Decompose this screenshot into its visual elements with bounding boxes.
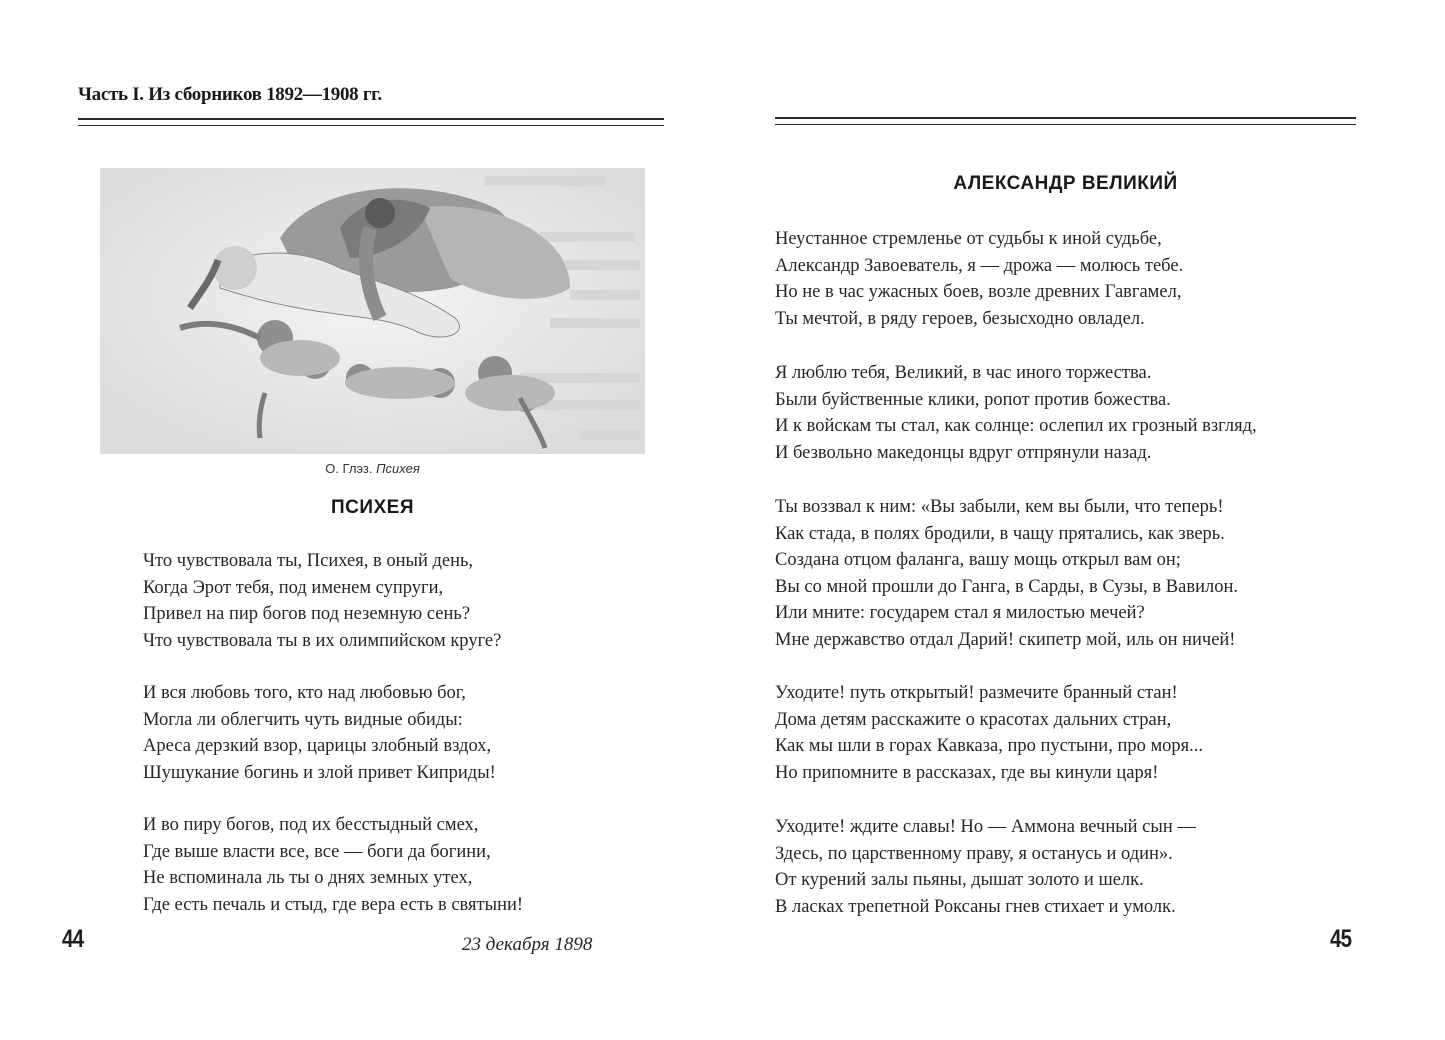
verse-line: В ласках трепетной Роксаны гнев стихает и умолк. — [775, 896, 1176, 917]
verse-line: И к войскам ты стал, как солнце: ослепил их грозный взгляд, — [775, 416, 1257, 436]
verse-line: Как стада, в полях бродили, в чащу прятались, как зверь. — [775, 523, 1225, 544]
verse-line: Здесь, по царственному праву, я останусь и один». — [775, 843, 1173, 864]
verse-line: Ты воззвал к ним: «Вы забыли, кем вы были, что теперь! — [775, 497, 1224, 517]
verse-line: Создана отцом фаланга, вашу мощь открыл вам он; — [775, 550, 1181, 570]
caption-title: Психея — [376, 461, 420, 476]
left-stanza-3 — [143, 812, 523, 918]
verse-line: Вы со мной прошли до Ганга, в Сарды, в Сузы, в Вавилон. — [775, 576, 1238, 597]
verse-line: Что чувствовала ты в их олимпийском круге? — [143, 630, 502, 651]
verse-line: Уходите! путь открытый! размечите бранный стан! — [775, 683, 1178, 703]
verse-line: От курений залы пьяны, дышат золото и шелк. — [775, 870, 1144, 890]
verse-line: Не вспоминала ль ты о днях земных утех, — [143, 868, 473, 888]
right-poem-title: АЛЕКСАНДР ВЕЛИКИЙ — [953, 173, 1178, 194]
caption-author: О. Глэз. — [325, 461, 373, 476]
verse-line: И во пиру богов, под их бесстыдный смех, — [143, 815, 479, 835]
header-rule-left — [78, 118, 664, 126]
verse-line: Где есть печаль и стыд, где вера есть в святыни! — [143, 894, 524, 915]
running-head: Часть I. Из сборников 1892—1908 гг. — [78, 84, 382, 105]
right-stanza-4 — [775, 680, 1203, 786]
verse-line: Как мы шли в горах Кавказа, про пустыни, про моря... — [775, 736, 1204, 756]
right-stanza-5 — [775, 814, 1196, 920]
verse-line: Когда Эрот тебя, под именем супруги, — [143, 577, 444, 598]
verse-line: Шушукание богинь и злой привет Киприды! — [143, 762, 496, 783]
verse-line: Но не в час ужасных боев, возле древних Гавгамел, — [775, 282, 1182, 302]
verse-line: Привел на пир богов под неземную сень? — [143, 604, 471, 624]
verse-line: Ареса дерзкий взор, царицы злобный вздох, — [143, 736, 492, 756]
right-stanza-1 — [775, 226, 1183, 332]
verse-line: Я люблю тебя, Великий, в час иного торжества. — [775, 363, 1152, 383]
right-stanza-2 — [775, 360, 1257, 466]
poem-date: 23 декабря 1898 — [462, 934, 593, 955]
verse-line: Были буйственные клики, ропот против божества. — [775, 389, 1171, 410]
verse-line: Могла ли облегчить чуть видные обиды: — [143, 709, 463, 730]
verse-line: Дома детям расскажите о красотах дальних стран, — [775, 709, 1172, 730]
verse-line: Что чувствовала ты, Психея, в оный день, — [143, 551, 474, 571]
verse-line: Уходите! ждите славы! Но — Аммона вечный сын — — [775, 817, 1196, 837]
illustration-caption — [100, 461, 645, 476]
verse-line: И безвольно македонцы вдруг отпрянули назад. — [775, 442, 1152, 463]
left-stanza-1 — [143, 548, 501, 654]
verse-line: Ты мечтой, в ряду героев, безысходно овладел. — [775, 308, 1145, 329]
verse-line: Мне державство отдал Дарий! скипетр мой, иль он ничей! — [775, 629, 1236, 650]
page-number-right: 45 — [1330, 925, 1352, 953]
page-number-left: 44 — [62, 925, 84, 953]
left-stanza-2 — [143, 680, 496, 786]
verse-line: Александр Завоеватель, я — дрожа — молюсь тебе. — [775, 255, 1184, 276]
verse-line: Где выше власти все, все — боги да богини, — [143, 841, 491, 862]
verse-line: Но припомните в рассказах, где вы кинули царя! — [775, 762, 1159, 783]
verse-line: Неустанное стремленье от судьбы к иной судьбе, — [775, 229, 1162, 249]
right-stanza-3 — [775, 494, 1238, 653]
verse-line: И вся любовь того, кто над любовью бог, — [143, 683, 466, 703]
header-rule-right — [775, 117, 1356, 125]
verse-line: Или мните: государем стал я милостью мечей? — [775, 603, 1145, 623]
psyche-illustration — [100, 168, 645, 454]
left-poem-title: ПСИХЕЯ — [330, 497, 415, 518]
